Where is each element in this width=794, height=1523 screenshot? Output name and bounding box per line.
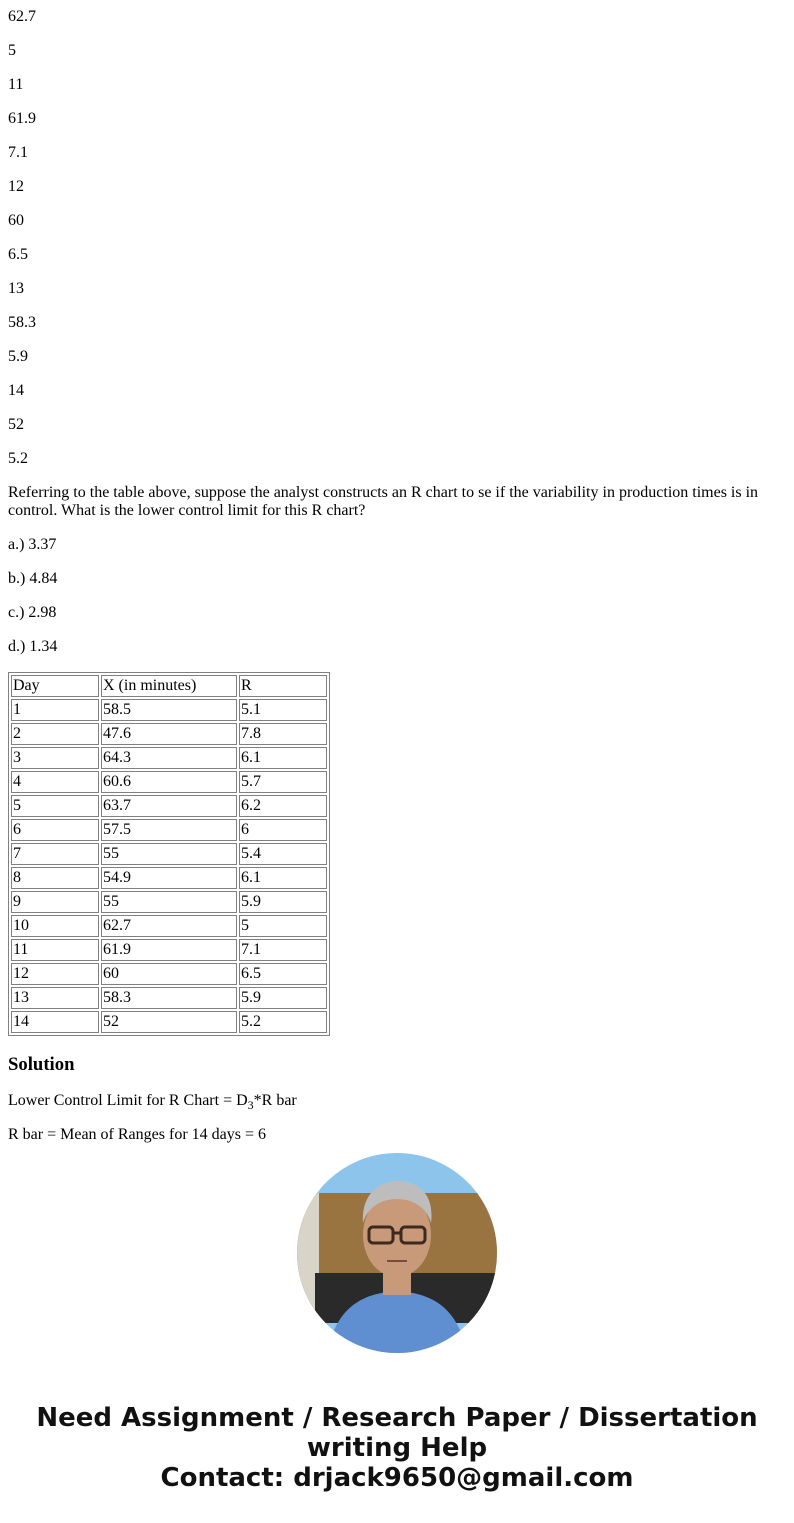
top-values <box>8 8 786 468</box>
table-cell: 60 <box>101 963 237 985</box>
table-cell: 54.9 <box>101 867 237 889</box>
data-table <box>8 672 330 1036</box>
solution-heading: Solution <box>8 1054 75 1075</box>
lcl-formula <box>8 1092 786 1113</box>
table-cell: 55 <box>101 891 237 913</box>
value-line: 58.3 <box>8 314 36 331</box>
table-cell: 7.8 <box>239 723 327 745</box>
rbar-line: R bar = Mean of Ranges for 14 days = 6 <box>8 1126 266 1143</box>
author-avatar <box>297 1153 497 1353</box>
table-cell: 63.7 <box>101 795 237 817</box>
table-row <box>11 699 327 721</box>
value-line: 14 <box>8 382 24 399</box>
table-cell: 8 <box>11 867 99 889</box>
table-cell: 60.6 <box>101 771 237 793</box>
table-cell: 9 <box>11 891 99 913</box>
table-row <box>11 843 327 865</box>
table-row <box>11 963 327 985</box>
table-row <box>11 819 327 841</box>
table-row <box>11 795 327 817</box>
value-line: 5.9 <box>8 348 28 365</box>
table-row <box>11 1011 327 1033</box>
option-a: a.) 3.37 <box>8 536 57 553</box>
table-cell: 5 <box>11 795 99 817</box>
value-line: 60 <box>8 212 24 229</box>
table-cell: 1 <box>11 699 99 721</box>
table-cell: 55 <box>101 843 237 865</box>
table-header-row <box>11 675 327 697</box>
table-row <box>11 723 327 745</box>
table-row <box>11 747 327 769</box>
table-cell: 7.1 <box>239 939 327 961</box>
table-cell: 6.2 <box>239 795 327 817</box>
table-cell: 11 <box>11 939 99 961</box>
table-cell: 4 <box>11 771 99 793</box>
table-cell: 6 <box>11 819 99 841</box>
table-cell: 7 <box>11 843 99 865</box>
table-cell: 6 <box>239 819 327 841</box>
banner-line-1: Need Assignment / Research Paper / Dissertation <box>36 1403 758 1433</box>
table-cell: 57.5 <box>101 819 237 841</box>
table-cell: 5.7 <box>239 771 327 793</box>
value-line: 11 <box>8 76 24 93</box>
table-cell: Day <box>11 675 99 697</box>
avatar-portrait <box>297 1153 497 1353</box>
table-row <box>11 867 327 889</box>
table-cell: 2 <box>11 723 99 745</box>
table-cell: X (in minutes) <box>101 675 237 697</box>
value-line: 13 <box>8 280 24 297</box>
option-d: d.) 1.34 <box>8 638 58 655</box>
lcl-subscript: 3 <box>247 1098 254 1113</box>
table-cell: 58.3 <box>101 987 237 1009</box>
table-cell: 5.9 <box>239 987 327 1009</box>
question-text: Referring to the table above, suppose the analyst constructs an R chart to se if the variability in production times is in control. What is the lower control limit for this R chart? <box>8 484 759 519</box>
value-line: 5.2 <box>8 450 28 467</box>
banner-line-2: writing Help <box>306 1433 488 1463</box>
table-cell: 52 <box>101 1011 237 1033</box>
value-line: 6.5 <box>8 246 28 263</box>
value-line: 52 <box>8 416 24 433</box>
table-cell: 14 <box>11 1011 99 1033</box>
table-cell: 47.6 <box>101 723 237 745</box>
table-row <box>11 891 327 913</box>
table-cell: 10 <box>11 915 99 937</box>
table-cell: 6.1 <box>239 867 327 889</box>
lcl-prefix: Lower Control Limit for R Chart = D <box>8 1092 248 1109</box>
table-cell: 5.1 <box>239 699 327 721</box>
option-c: c.) 2.98 <box>8 604 57 621</box>
table-cell: 6.5 <box>239 963 327 985</box>
lcl-suffix: *R bar <box>253 1092 297 1109</box>
table-cell: 64.3 <box>101 747 237 769</box>
document-body <box>8 0 786 1160</box>
value-line: 61.9 <box>8 110 36 127</box>
table-cell: 5.9 <box>239 891 327 913</box>
promo-banner <box>0 1403 794 1493</box>
table-cell: 6.1 <box>239 747 327 769</box>
value-line: 5 <box>8 42 16 59</box>
table-cell: 5.4 <box>239 843 327 865</box>
table-cell: 3 <box>11 747 99 769</box>
table-cell: 12 <box>11 963 99 985</box>
table-row <box>11 915 327 937</box>
table-cell: 61.9 <box>101 939 237 961</box>
table-cell: 5.2 <box>239 1011 327 1033</box>
value-line: 62.7 <box>8 8 36 25</box>
table-cell: 58.5 <box>101 699 237 721</box>
banner-contact: Contact: drjack9650@gmail.com <box>160 1463 634 1493</box>
table-cell: 5 <box>239 915 327 937</box>
table-row <box>11 987 327 1009</box>
option-b: b.) 4.84 <box>8 570 58 587</box>
table-cell: R <box>239 675 327 697</box>
table-cell: 62.7 <box>101 915 237 937</box>
table-row <box>11 771 327 793</box>
table-cell: 13 <box>11 987 99 1009</box>
value-line: 7.1 <box>8 144 28 161</box>
table-row <box>11 939 327 961</box>
value-line: 12 <box>8 178 24 195</box>
